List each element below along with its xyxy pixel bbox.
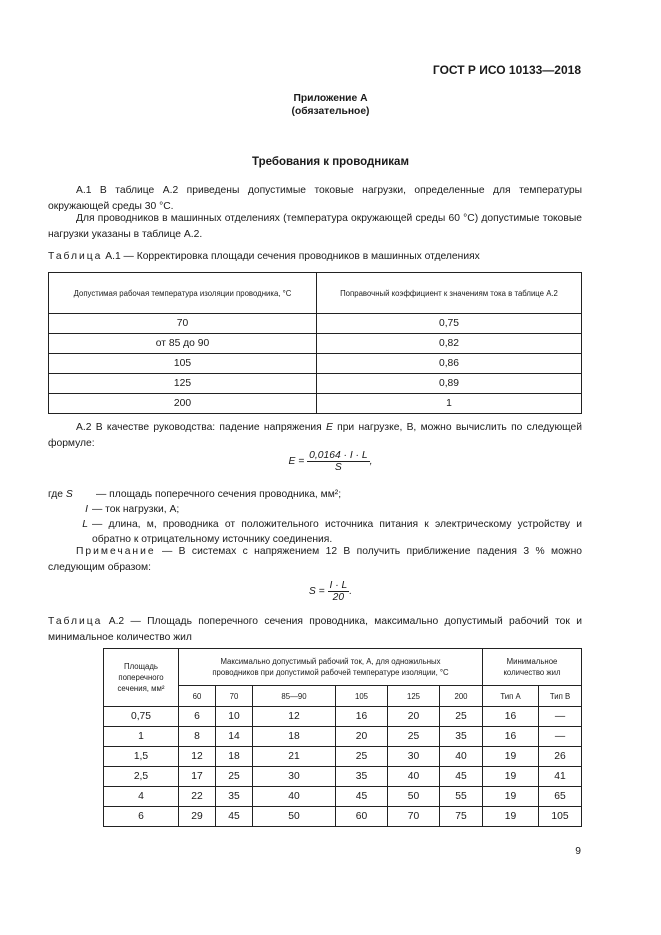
definition-i: I — ток нагрузки, А;	[85, 504, 180, 515]
paragraph-a1-2: Для проводников в машинных отделениях (температура окружающей среды 60 °С) допустимые токовые нагрузки указаны в таблице А.2.	[48, 213, 582, 240]
table2-caption	[48, 614, 582, 645]
table2-header-current: Максимально допустимый рабочий ток, А, для одножильных проводников при допустимой рабочей температуре изоляции, °С	[179, 649, 483, 686]
table2-header-area: Площадь поперечного сечения, мм²	[104, 649, 179, 707]
appendix-subtitle: (обязательное)	[291, 106, 370, 117]
note-label: Примечание	[76, 546, 156, 557]
appendix-title: Приложение А	[293, 93, 368, 104]
definition-s: где S — площадь поперечного сечения проводника, мм²;	[48, 489, 342, 500]
table-row: от 85 до 90 0,82	[49, 334, 582, 354]
table1-caption	[48, 249, 582, 265]
section-title: Требования к проводникам	[252, 156, 409, 168]
definitions-list	[48, 487, 582, 547]
table-a2: Площадь поперечного сечения, мм² Максимально допустимый рабочий ток, А, для одножильных проводников при допустимой рабочей температуре изоляции, °С Минимальное количество жил 60 70 85—90 105 125 200 Тип А Тип В 0,75 6 10 12 16 20 25 16 — 1 8 14 18 20 25 35 16 — 1,5 12 18 21 25 30 40 19 26 2,5 17 25 30 35 40 45 19 41 4 22 35 40 45 50 55 19 65 6 29 45 50 60 70 75 19 105	[103, 648, 582, 827]
table-row: 125 0,89	[49, 374, 582, 394]
paragraph-a2: А.2 В качестве руководства: падение напряжения E при нагрузке, В, можно вычислить по следующей формуле:	[48, 422, 583, 449]
table-row: 70 0,75	[49, 314, 582, 334]
table-row: 200 1	[49, 394, 582, 414]
table2-caption-label: Таблица	[48, 616, 103, 627]
definition-l: L — длина, м, проводника от положительного источника питания к электрическому устройству и обратно к отрицательному источнику соединения.	[82, 519, 582, 545]
table-row: 1,5 12 18 21 25 30 40 19 26	[104, 747, 582, 767]
table-row: 105 0,86	[49, 354, 582, 374]
table1-caption-label: Таблица	[48, 251, 103, 262]
standard-number: ГОСТ Р ИСО 10133—2018	[432, 63, 581, 77]
note	[48, 544, 582, 575]
table-row: 1 8 14 18 20 25 35 16 —	[104, 727, 582, 747]
table1-caption-text: А.1 — Корректировка площади сечения проводников в машинных отделениях	[102, 251, 480, 262]
table-row: 0,75 6 10 12 16 20 25 16 —	[104, 707, 582, 727]
table-a1	[48, 272, 582, 414]
formula-voltage-drop: E = $\frac{0,0164 \cdot I \cdot L}{S}$ ,	[288, 450, 373, 473]
table2-header-cores: Минимальное количество жил	[483, 649, 582, 686]
table2-caption-text: А.2 — Площадь поперечного сечения проводника, максимально допустимый рабочий ток и минимальное количество жил	[48, 616, 582, 643]
page-number: 9	[575, 846, 581, 857]
table-row: 4 22 35 40 45 50 55 19 65	[104, 787, 582, 807]
table-row: 2,5 17 25 30 35 40 45 19 41	[104, 767, 582, 787]
table1-header-temp: Допустимая рабочая температура изоляции проводника, °С	[49, 273, 317, 314]
formula-area: S = $\frac{I \cdot L}{20}$ .	[308, 580, 353, 603]
table-row: 6 29 45 50 60 70 75 19 105	[104, 807, 582, 827]
paragraph-a1-1: А.1 В таблице А.2 приведены допустимые токовые нагрузки, определенные для температуры окружающей среды 30 °С.	[48, 185, 582, 212]
table1-header-coef: Поправочный коэффициент к значениям тока в таблице А.2	[317, 273, 582, 314]
note-text: — В системах с напряжением 12 В получить приближение падения 3 % можно следующим образом:	[48, 546, 582, 573]
